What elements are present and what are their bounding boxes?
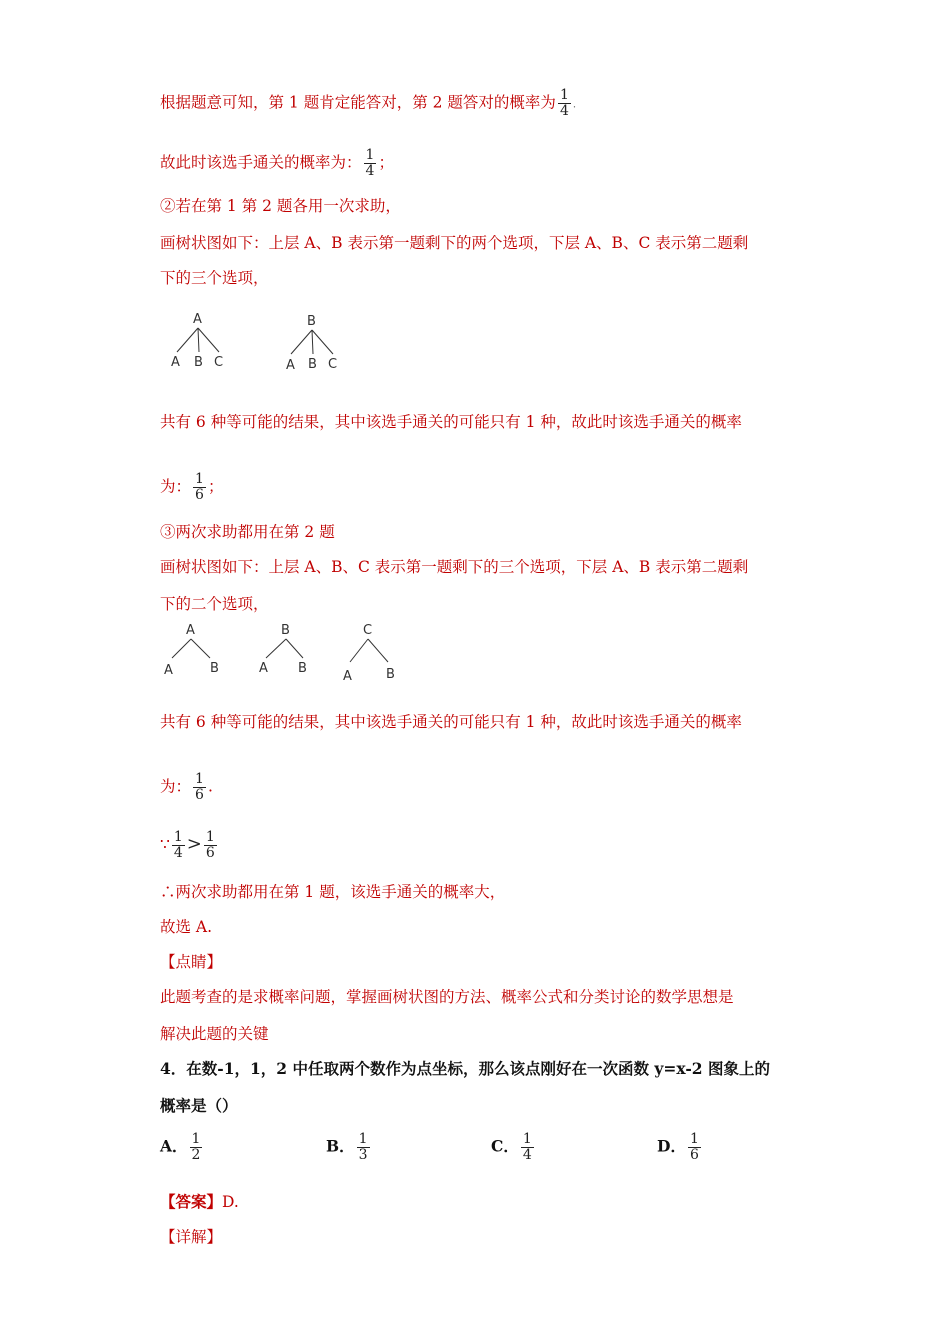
solution-line-12: 为： $\frac{1}{6}$ .: [160, 771, 213, 803]
solution-line-11: 共有 6 种等可能的结果，其中该选手通关的可能只有 1 种，故此时该选手通关的概率: [160, 713, 742, 731]
comment-heading: 【点睛】: [160, 953, 223, 971]
option-b[interactable]: B． $\frac{1}{3}$: [326, 1131, 368, 1163]
solution-line-8: ③两次求助都用在第 2 题: [160, 523, 335, 541]
option-d[interactable]: D． $\frac{1}{6}$: [657, 1131, 699, 1163]
fraction: $\frac{1}{6}$: [689, 1131, 699, 1163]
question-4-line-1: 4．在数-1，1，2 中任取两个数作为点坐标，那么该点刚好在一次函数 y=x-2 图象上的: [160, 1059, 770, 1078]
tree-leaf: C: [328, 357, 338, 372]
text: 根据题意可知，第 1 题肯定能答对，第 2 题答对的概率为: [160, 93, 556, 112]
tree-1-a: [171, 312, 223, 370]
fraction: $\frac{1}{2}$: [191, 1131, 201, 1163]
solution-line-10: 下的二个选项，: [160, 595, 269, 613]
tree-root: B: [307, 314, 316, 329]
answer-tag: 【答案】: [160, 1192, 223, 1211]
fraction: $\frac{1}{4}$: [173, 829, 183, 861]
tree-root: C: [363, 623, 373, 638]
solution-line-2: 故此时该选手通关的概率为： $\frac{1}{4}$ ；: [160, 147, 394, 179]
tree-leaf: B: [210, 661, 219, 676]
solution-line-14: ∴两次求助都用在第 1 题，该选手通关的概率大，: [160, 883, 506, 901]
comment-line-2: 解决此题的关键: [160, 1025, 269, 1043]
option-c[interactable]: C． $\frac{1}{4}$: [491, 1131, 532, 1163]
solution-line-7: 为： $\frac{1}{6}$ ；: [160, 471, 224, 503]
tree-2-a: [164, 623, 219, 678]
option-a[interactable]: A． $\frac{1}{2}$: [160, 1131, 201, 1163]
comment-line-1: 此题考查的是求概率问题，掌握画树状图的方法、概率公式和分类讨论的数学思想是: [160, 988, 734, 1006]
tree-leaf: B: [194, 355, 203, 370]
tree-root: A: [186, 623, 195, 638]
tree-diagram-1: [165, 308, 365, 378]
tree-leaf: A: [286, 358, 295, 373]
solution-line-5: 下的三个选项，: [160, 269, 269, 287]
tree-leaf: B: [386, 667, 395, 682]
fraction: $\frac{1}{4}$: [365, 147, 375, 179]
fraction: $\frac{1}{3}$: [358, 1131, 368, 1163]
solution-line-15: 故选 A.: [160, 918, 213, 936]
detail-heading: 【详解】: [160, 1228, 223, 1246]
fraction: $\frac{1}{4}$: [522, 1131, 532, 1163]
tree-1-b: [286, 314, 337, 373]
tree-root: B: [281, 623, 290, 638]
answer-line: [160, 1192, 239, 1212]
tree-leaf: A: [259, 661, 268, 676]
tree-2-b: [259, 623, 307, 676]
tree-2-c: [343, 623, 395, 684]
solution-line-6: 共有 6 种等可能的结果，其中该选手通关的可能只有 1 种，故此时该选手通关的概率: [160, 413, 742, 431]
fraction: $\frac{1}{6}$: [195, 471, 204, 503]
tree-leaf: B: [298, 661, 307, 676]
tree-leaf: A: [343, 669, 352, 684]
solution-line-9: 画树状图如下：上层 A、B、C 表示第一题剩下的三个选项，下层 A、B 表示第二题剩: [160, 558, 749, 576]
tree-leaf: A: [164, 663, 173, 678]
tree-leaf: A: [171, 355, 180, 370]
fraction: $\frac{1}{6}$: [195, 771, 204, 803]
fraction: $\frac{1}{4}$: [559, 87, 569, 119]
comparison-line: ∵ $\frac{1}{4}$ > $\frac{1}{6}$: [160, 829, 215, 861]
solution-line-3: ②若在第 1 第 2 题各用一次求助，: [160, 197, 401, 215]
tree-leaf: C: [214, 355, 224, 370]
answer-value: D.: [222, 1193, 239, 1211]
solution-line-1: 根据题意可知，第 1 题肯定能答对，第 2 题答对的概率为 $\frac{1}{4}$ .: [160, 87, 577, 119]
tree-diagram-2: [160, 620, 410, 685]
question-4-line-2: 概率是（）: [160, 1096, 238, 1115]
solution-line-4: 画树状图如下：上层 A、B 表示第一题剩下的两个选项，下层 A、B、C 表示第二题剩: [160, 234, 749, 252]
fraction: $\frac{1}{6}$: [205, 829, 215, 861]
tree-root: A: [193, 312, 202, 327]
tree-leaf: B: [308, 357, 317, 372]
